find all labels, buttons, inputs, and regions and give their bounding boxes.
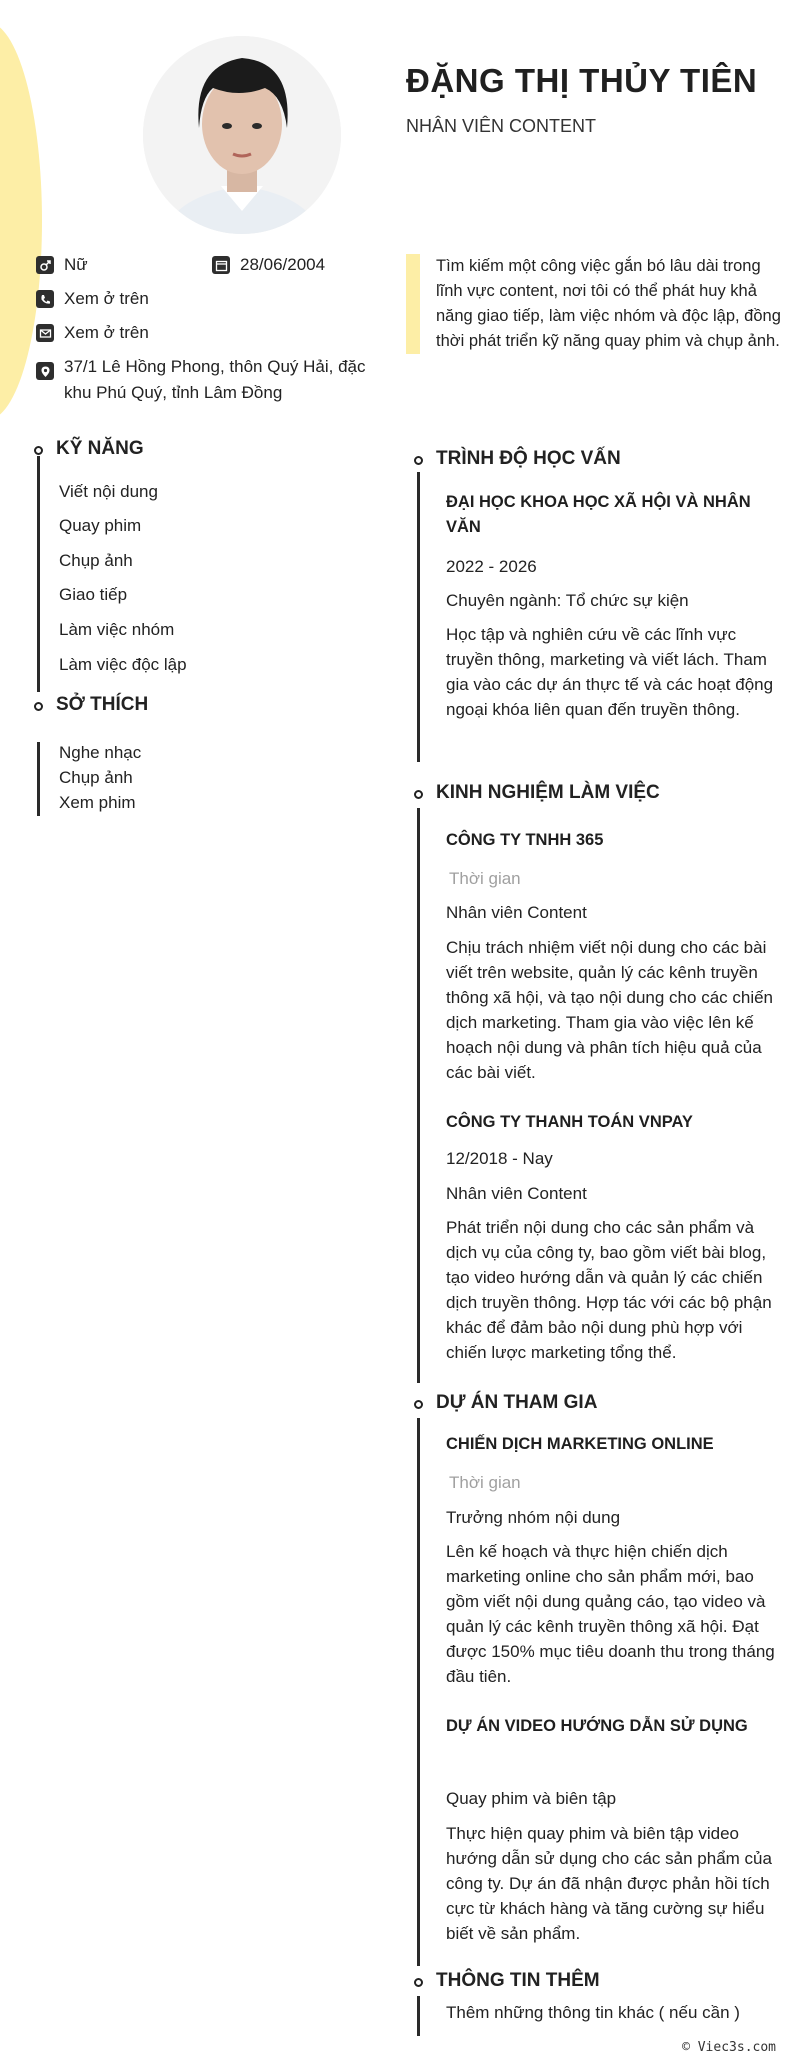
project-description: Thực hiện quay phim và biên tập video hướng dẫn sử dụng cho các sản phẩm của công ty. Dự án đã nhận được phản hồi tích cực từ khách hàng và tăng cường sự hiểu biết về sản phẩm. (446, 1824, 772, 1943)
birthdate-value: 28/06/2004 (240, 255, 326, 274)
experience-section-title: KINH NGHIỆM LÀM VIỆC (418, 782, 660, 804)
bullet-icon (414, 790, 423, 799)
watermark: © Viec3s.com (682, 2040, 776, 2055)
hobbies-section-title: SỞ THÍCH (38, 694, 148, 716)
education-description: Học tập và nghiên cứu về các lĩnh vực truyền thông, marketing và viết lách. Tham gia vào các dự án thực tế và các hoạt động ngoại khóa liên quan đến truyền thông. (446, 625, 774, 719)
job-title: NHÂN VIÊN CONTENT (406, 116, 597, 136)
project-role: Trưởng nhóm nội dung (446, 1508, 621, 1527)
job-position: Nhân viên Content (446, 903, 587, 922)
email-value: Xem ở trên (64, 323, 149, 342)
hobby-item: Chụp ảnh (59, 768, 133, 787)
education-section-title: TRÌNH ĐỘ HỌC VẤN (418, 448, 621, 470)
career-objective: Tìm kiếm một công việc gắn bó lâu dài trong lĩnh vực content, nơi tôi có thể phát huy khả năng giao tiếp, làm việc nhóm và độc lập, đồng thời phát triển kỹ năng quay phim và chụp ảnh. (406, 254, 786, 354)
skill-item: Giao tiếp (59, 585, 128, 604)
contact-email (36, 320, 149, 346)
project-description: Lên kế hoạch và thực hiện chiến dịch marketing online cho sản phẩm mới, bao gồm viết nội dung quảng cáo, tạo video và quản lý các kênh truyền thông xã hội. Đạt được 150% mục tiêu doanh thu trong tháng đầu tiên. (446, 1542, 775, 1686)
education-period: 2022 - 2026 (446, 557, 537, 576)
phone-icon (36, 290, 54, 308)
hobbies-timeline (37, 742, 40, 816)
bullet-icon (34, 446, 43, 455)
project-role: Quay phim và biên tập (446, 1789, 617, 1808)
company-name: CÔNG TY THANH TOÁN VNPAY (446, 1113, 693, 1131)
education-major: Chuyên ngành: Tổ chức sự kiện (446, 591, 689, 610)
extra-section-title: THÔNG TIN THÊM (418, 1970, 600, 1992)
company-name: CÔNG TY TNHH 365 (446, 831, 604, 849)
job-period: 12/2018 - Nay (446, 1149, 553, 1168)
project-name: DỰ ÁN VIDEO HƯỚNG DẪN SỬ DỤNG (446, 1717, 748, 1735)
extra-timeline (417, 1996, 420, 2036)
avatar (143, 36, 341, 234)
job-description: Chịu trách nhiệm viết nội dung cho các bài viết trên website, quản lý các kênh truyền thông xã hội, và tạo nội dung cho các chiến dịch marketing. Tham gia vào việc lên kế hoạch nội dung và phân tích hiệu quả của các bài viết. (446, 938, 774, 1082)
skills-section-title: KỸ NĂNG (38, 438, 144, 460)
candidate-name: ĐẶNG THỊ THỦY TIÊN (406, 62, 758, 99)
contact-address (36, 354, 376, 406)
project-period: Thời gian (449, 1473, 521, 1492)
skill-item: Viết nội dung (59, 482, 158, 501)
skill-item: Làm việc độc lập (59, 655, 187, 674)
extra-text: Thêm những thông tin khác ( nếu cần ) (446, 2003, 740, 2022)
gender-icon (36, 256, 54, 274)
contact-birthdate (212, 252, 325, 278)
experience-timeline (417, 808, 420, 1383)
bullet-icon (34, 702, 43, 711)
email-icon (36, 324, 54, 342)
bullet-icon (414, 456, 423, 465)
skill-item: Làm việc nhóm (59, 620, 175, 639)
skill-item: Quay phim (59, 516, 142, 535)
hobby-item: Nghe nhạc (59, 743, 142, 762)
projects-timeline (417, 1418, 420, 1966)
phone-value: Xem ở trên (64, 289, 149, 308)
bullet-icon (414, 1400, 423, 1409)
gender-value: Nữ (64, 255, 88, 274)
hobby-item: Xem phim (59, 793, 136, 812)
education-timeline (417, 472, 420, 762)
project-name: CHIẾN DỊCH MARKETING ONLINE (446, 1435, 714, 1453)
projects-section-title: DỰ ÁN THAM GIA (418, 1392, 597, 1414)
location-icon (36, 362, 54, 380)
bullet-icon (414, 1978, 423, 1987)
skills-timeline (37, 456, 40, 692)
contact-phone (36, 286, 149, 312)
school-name: ĐẠI HỌC KHOA HỌC XÃ HỘI VÀ NHÂN VĂN (446, 493, 751, 536)
job-description: Phát triển nội dung cho các sản phẩm và dịch vụ của công ty, bao gồm viết bài blog, tạo video hướng dẫn và quản lý các chiến dịch truyền thông. Hợp tác với các bộ phận khác để đảm bảo nội dung phù hợp với chiến lược marketing tổng thể. (446, 1218, 772, 1362)
calendar-icon (212, 256, 230, 274)
address-value: 37/1 Lê Hồng Phong, thôn Quý Hải, đặc khu Phú Quý, tỉnh Lâm Đồng (64, 357, 366, 402)
job-position: Nhân viên Content (446, 1184, 587, 1203)
job-period: Thời gian (449, 869, 521, 888)
skill-item: Chụp ảnh (59, 551, 133, 570)
contact-gender (36, 252, 88, 278)
